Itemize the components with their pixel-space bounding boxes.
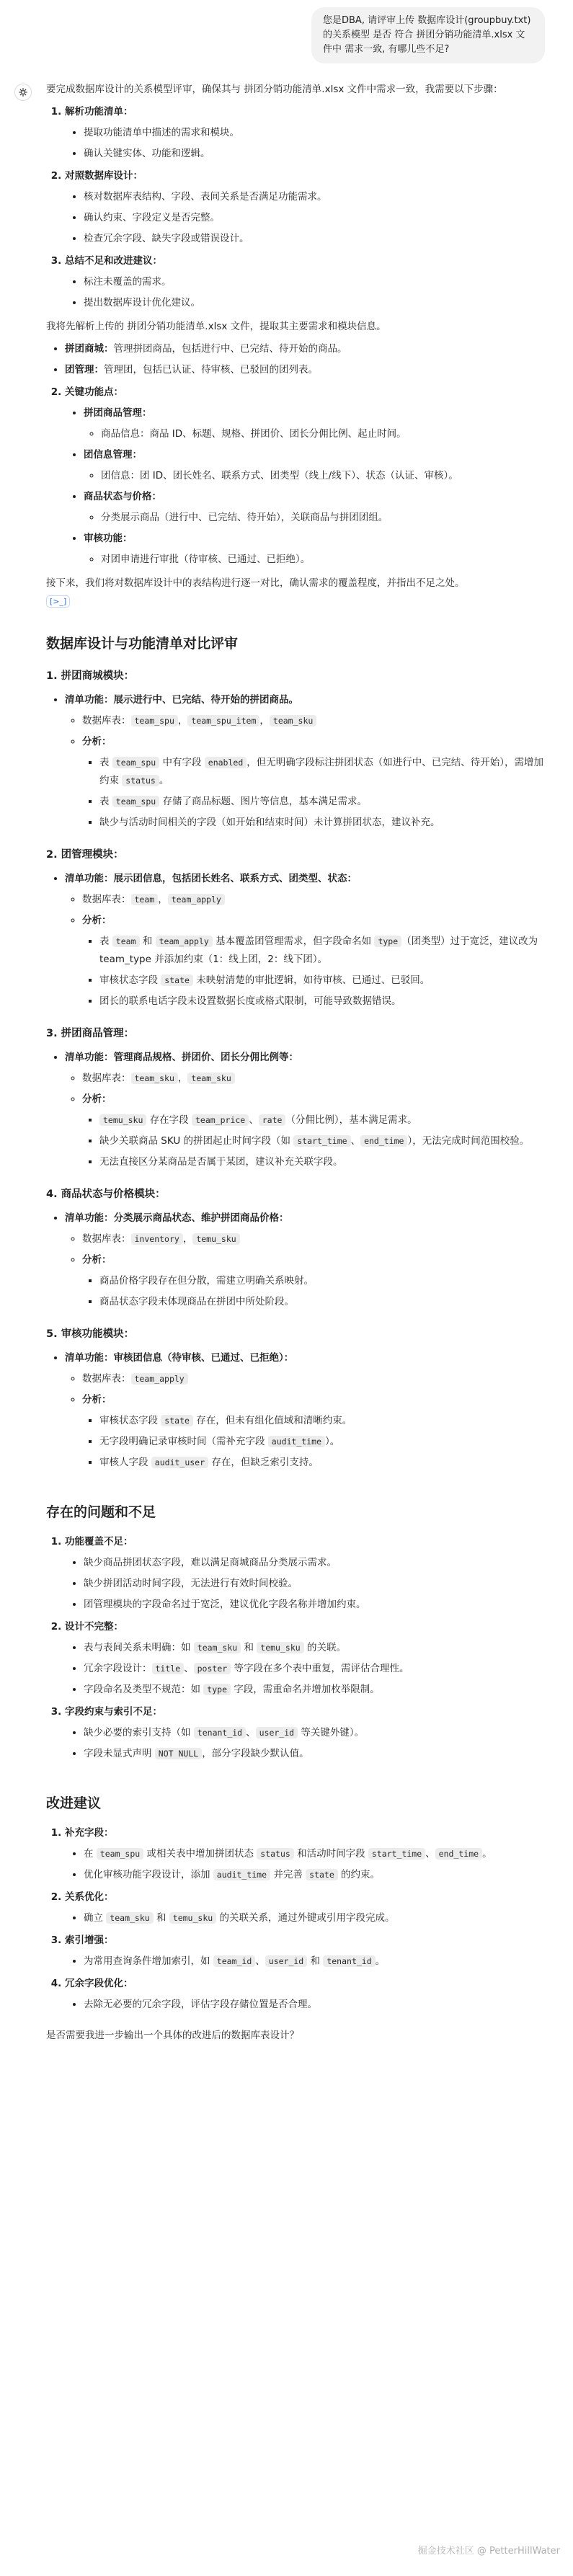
list-item: [84, 1724, 551, 1742]
suggestion-item: [65, 1824, 551, 1884]
module-heading: 5. 审核功能模块：: [46, 1328, 135, 1340]
list-item: [84, 1909, 551, 1927]
key-points-title: 关键功能点：: [65, 386, 123, 398]
tables-label: 数据库表：: [82, 715, 131, 727]
text-segment: 团长的联系电话字段未设置数据长度或格式限制，可能导致数据错误。: [99, 995, 401, 1007]
text-segment: 。: [482, 1848, 492, 1860]
code-token: rate: [259, 1114, 286, 1126]
parsed-modules-list: [46, 340, 551, 379]
next-text: [46, 574, 551, 610]
module-heading: 3. 拼团商品管理：: [46, 1028, 135, 1039]
problem-sublist: [65, 1554, 551, 1614]
text-segment: 、: [350, 1135, 361, 1147]
analysis-item: [99, 933, 551, 969]
module-analysis: [82, 733, 551, 832]
need-text: 展示进行中、已完结、待开始的拼团商品。: [113, 694, 298, 706]
table-name-code: team_sku: [187, 1072, 234, 1084]
text-segment: 并完善: [270, 1869, 306, 1880]
code-token: state: [161, 1415, 193, 1426]
module-analysis: [82, 1091, 551, 1171]
comparison-modules: [46, 667, 551, 1472]
text-segment: （分佣比例），基本满足需求。: [285, 1114, 417, 1126]
list-item: [84, 1639, 551, 1657]
tables-label: 数据库表：: [82, 1233, 131, 1245]
code-token: temu_sku: [99, 1114, 146, 1126]
module-tables: [82, 1070, 551, 1088]
text-segment: （团类型）过于宽泛，建议改为 team_type 并添加约束（1：线上团，2：线下团）。: [99, 936, 538, 965]
text-segment: ，但无明确字段标注拼团状态（如进行中、已完结、待开始），需增加约束: [99, 757, 543, 786]
list-item: [84, 1596, 551, 1614]
text-segment: 审核状态字段: [99, 974, 161, 986]
text-segment: 团管理模块的字段命名过于宽泛，建议优化字段名称并增加约束。: [84, 1599, 366, 1610]
code-token: status: [122, 775, 159, 786]
text-segment: 未映射清楚的审批逻辑，如待审核、已通过、已驳回。: [192, 974, 430, 986]
suggestion-item: [65, 1975, 551, 2014]
table-name-code: team: [131, 894, 159, 905]
code-token: team_spu: [112, 796, 159, 807]
text-segment: ，部分字段缺少默认值。: [202, 1748, 309, 1759]
problems-list: [46, 1533, 551, 1763]
text-segment: 缺少拼团活动时间字段，无法进行有效时间校验。: [84, 1578, 298, 1589]
module-analysis: [82, 1391, 551, 1472]
text-segment: 和: [153, 1912, 169, 1924]
user-message-text: 您是DBA, 请评审上传 数据库设计(groupbuy.txt) 的关系模型 是否 符合 拼团分销功能清单.xlsx 文件中 需求一致, 有哪儿些不足?: [323, 15, 531, 55]
text-segment: 、: [246, 1727, 256, 1738]
text-segment: 。: [159, 775, 169, 786]
analysis-item: [99, 1412, 551, 1430]
text-segment: 表: [99, 757, 112, 768]
step-sublist: [65, 188, 551, 248]
text-segment: 存在，但未有组化值域和清晰约束。: [192, 1415, 352, 1426]
text-segment: 存在，但缺乏索引支持。: [208, 1457, 319, 1468]
separator: ，: [259, 715, 270, 727]
module-desc: 管理团，包括已认证、待审核、已驳回的团列表。: [104, 364, 318, 376]
text-segment: 等关键外键）。: [298, 1727, 365, 1738]
list-item: [84, 530, 551, 569]
separator: ，: [177, 1072, 188, 1084]
text-segment: 、: [184, 1663, 194, 1674]
code-token: team_spu: [97, 1848, 143, 1860]
text-segment: 、: [249, 1114, 259, 1126]
module-list: [46, 1209, 551, 1311]
separator: ，: [177, 715, 188, 727]
list-item: [65, 361, 551, 379]
code-token: team_id: [213, 1955, 255, 1967]
analysis-item: [99, 793, 551, 811]
table-name-code: inventory: [131, 1233, 183, 1245]
list-item: [84, 1554, 551, 1572]
step-title: 总结不足和改进建议：: [65, 255, 162, 267]
need-label: 清单功能：: [65, 694, 114, 706]
assistant-message: [46, 81, 551, 2049]
table-name-code: team_sku: [270, 715, 316, 727]
code-token: team_spu: [112, 757, 159, 768]
text-segment: 存储了商品标题、图片等信息，基本满足需求。: [159, 796, 367, 807]
text-segment: 缺少商品拼团状态字段，难以满足商城商品分类展示需求。: [84, 1557, 337, 1568]
text-segment: 的关联。: [303, 1642, 346, 1653]
table-name-code: team_spu: [131, 715, 178, 727]
code-token: type: [374, 936, 401, 947]
analysis-steps-list: [46, 103, 551, 312]
problem-title: 设计不完整：: [65, 1621, 123, 1633]
analysis-list: [82, 1272, 551, 1311]
text-segment: 表: [99, 936, 112, 947]
list-item: [84, 488, 551, 527]
module-analysis: [82, 1251, 551, 1311]
text-segment: 字段，需重命名并增加枚举限制。: [231, 1684, 380, 1695]
list-item: [84, 404, 551, 443]
text-segment: 字段命名及类型不规范：如: [84, 1684, 204, 1695]
code-token: end_time: [360, 1135, 407, 1147]
key-points-list: [46, 383, 551, 569]
module-heading: 4. 商品状态与价格模块：: [46, 1189, 166, 1200]
analysis-item: [99, 992, 551, 1011]
text-segment: 表: [99, 796, 112, 807]
text-segment: 中有字段: [159, 757, 205, 768]
code-token: enabled: [205, 757, 246, 768]
code-token: status: [257, 1848, 294, 1860]
code-token: team_price: [192, 1114, 249, 1126]
text-segment: ）。: [325, 1436, 340, 1447]
key-point-name: 商品状态与价格：: [84, 491, 161, 502]
list-item: • 确认约束、字段定义是否完整。: [84, 209, 551, 227]
code-token: start_time: [368, 1848, 425, 1860]
step-sublist: [65, 273, 551, 312]
text-segment: 缺少必要的索引支持（如: [84, 1727, 194, 1738]
code-token: temu_sku: [257, 1642, 303, 1653]
next-sentence: 接下来，我们将对数据库设计中的表结构进行逐一对比，确认需求的覆盖程度，并指出不足之处。: [46, 577, 465, 589]
list-item: [84, 1681, 551, 1699]
intro-text: [46, 81, 551, 99]
analysis-item: [99, 754, 551, 790]
step-title: 解析功能清单：: [65, 106, 133, 117]
analysis-item: [99, 1132, 551, 1150]
analysis-item: [99, 1293, 551, 1311]
module-detail-list: [65, 1230, 551, 1311]
list-item: [84, 1575, 551, 1593]
step-title: 对照数据库设计：: [65, 170, 143, 182]
list-item: ◦ 对团申请进行审批（待审核、已通过、已拒绝）。: [101, 551, 551, 569]
key-point-sublist: [84, 509, 551, 527]
analysis-label: 分析：: [82, 1254, 112, 1266]
module-tables: [82, 1230, 551, 1248]
code-token: end_time: [435, 1848, 482, 1860]
text-segment: 优化审核功能字段设计，添加: [84, 1869, 213, 1880]
table-name-code: team_apply: [131, 1373, 188, 1385]
text-segment: 表与表间关系未明确：如: [84, 1642, 194, 1653]
text-segment: 审核状态字段: [99, 1415, 161, 1426]
problem-title: 功能覆盖不足：: [65, 1536, 133, 1547]
text-segment: 和: [307, 1955, 324, 1967]
list-item: [84, 1845, 551, 1863]
step-item: [65, 103, 551, 163]
list-item: ◦ 商品信息：商品 ID、标题、规格、拼团价、团长分佣比例、起止时间。: [101, 425, 551, 443]
list-item: [84, 446, 551, 485]
step-sublist: [65, 124, 551, 163]
key-points-sublist: [65, 404, 551, 569]
suggestion-item: [65, 1888, 551, 1927]
tables-label: 数据库表：: [82, 894, 131, 905]
module-detail-list: [65, 712, 551, 832]
suggestions-list: [46, 1824, 551, 2014]
code-token: state: [161, 974, 193, 986]
suggestion-sublist: [65, 1996, 551, 2014]
code-token: user_id: [265, 1955, 307, 1967]
list-item: [84, 1866, 551, 1884]
code-token: team: [112, 936, 140, 947]
problem-item: [65, 1703, 551, 1763]
text-segment: 为常用查询条件增加索引，如: [84, 1955, 213, 1967]
step-item: [65, 252, 551, 312]
code-token: temu_sku: [169, 1912, 216, 1924]
module-list: [46, 870, 551, 1011]
module-list: [46, 1349, 551, 1472]
analysis-item: [99, 1433, 551, 1451]
code-token: audit_time: [268, 1436, 325, 1447]
text-segment: 和: [241, 1642, 257, 1653]
text-segment: 或相关表中增加拼团状态: [143, 1848, 257, 1860]
analysis-label: 分析：: [82, 736, 112, 747]
section-suggestions-title: 改进建议: [46, 1795, 102, 1811]
list-item: [65, 340, 551, 358]
code-citation-button[interactable]: [>_]: [46, 595, 70, 608]
need-text: 管理商品规格、拼团价、团长分佣比例等：: [113, 1052, 298, 1063]
module-name: 拼团商城：: [65, 343, 114, 355]
step-item: [65, 167, 551, 248]
code-token: audit_time: [213, 1869, 270, 1880]
text-segment: 和: [139, 936, 156, 947]
openai-logo-icon: [18, 87, 28, 97]
need-label: 清单功能：: [65, 1052, 114, 1063]
analysis-item: [99, 1454, 551, 1472]
code-token: start_time: [293, 1135, 350, 1147]
section-comparison-title: 数据库设计与功能清单对比评审: [46, 636, 239, 652]
analysis-list: [82, 1111, 551, 1171]
key-point-sublist: [84, 467, 551, 485]
module-tables: [82, 712, 551, 730]
text-segment: 的关联关系，通过外键或引用字段完成。: [216, 1912, 395, 1924]
need-text: 分类展示商品状态、维护拼团商品价格：: [113, 1212, 289, 1224]
parsed-intro: 我将先解析上传的 拼团分销功能清单.xlsx 文件，提取其主要需求和模块信息。: [46, 321, 386, 332]
watermark: 掘金技术社区 @ PetterHillWater: [417, 2546, 560, 2557]
text-segment: 基本覆盖团管理需求，但字段命名如: [212, 936, 375, 947]
suggestion-sublist: [65, 1845, 551, 1884]
module-desc: 管理拼团商品，包括进行中、已完结、待开始的商品。: [113, 343, 347, 355]
module-tables: [82, 891, 551, 909]
analysis-list: [82, 933, 551, 1011]
analysis-item: [99, 1111, 551, 1129]
list-item: [84, 1996, 551, 2014]
code-token: NOT NULL: [155, 1748, 202, 1759]
module-need: [65, 870, 551, 1011]
table-name-code: temu_sku: [192, 1233, 239, 1245]
text-segment: 审核人字段: [99, 1457, 151, 1468]
section-problems-title: 存在的问题和不足: [46, 1504, 156, 1520]
code-token: audit_user: [151, 1457, 208, 1468]
module-detail-list: [65, 1070, 551, 1171]
key-point-name: 审核功能：: [84, 533, 133, 544]
suggestion-title: 索引增强：: [65, 1935, 114, 1946]
table-name-code: team_sku: [131, 1072, 178, 1084]
table-name-code: team_apply: [168, 894, 225, 905]
need-label: 清单功能：: [65, 1352, 114, 1364]
analysis-list: [82, 1412, 551, 1472]
text-segment: 在: [84, 1848, 97, 1860]
text-segment: 缺少关联商品 SKU 的拼团起止时间字段（如: [99, 1135, 294, 1147]
suggestion-sublist: [65, 1909, 551, 1927]
suggestion-sublist: [65, 1953, 551, 1971]
module-name: 团管理：: [65, 364, 104, 376]
list-item: [84, 1660, 551, 1678]
need-text: 审核团信息（待审核、已通过、已拒绝）：: [113, 1352, 294, 1364]
code-token: user_id: [256, 1727, 298, 1738]
analysis-item: [99, 1153, 551, 1171]
key-point-sublist: [84, 425, 551, 443]
module-heading: 2. 团管理模块：: [46, 849, 124, 861]
text-segment: 冗余字段设计：: [84, 1663, 152, 1674]
list-item: • 检查冗余字段、缺失字段或错误设计。: [84, 230, 551, 248]
list-item: • 核对数据库表结构、字段、表间关系是否满足功能需求。: [84, 188, 551, 206]
list-item: • 提出数据库设计优化建议。: [84, 294, 551, 312]
list-item: ◦ 分类展示商品（进行中、已完结、待开始），关联商品与拼团团组。: [101, 509, 551, 527]
module-analysis: [82, 912, 551, 1011]
list-item: [84, 1953, 551, 1971]
text-segment: 商品状态字段未体现商品在拼团中所处阶段。: [99, 1296, 294, 1307]
analysis-item: [99, 972, 551, 990]
tables-label: 数据库表：: [82, 1072, 131, 1084]
closing-question: 是否需要我进一步输出一个具体的改进后的数据库表设计？: [46, 2030, 299, 2041]
text-segment: 、: [255, 1955, 265, 1967]
suggestion-title: 补充字段：: [65, 1827, 114, 1839]
text-segment: 商品价格字段存在但分散，需建立明确关系映射。: [99, 1275, 314, 1287]
problem-item: [65, 1618, 551, 1699]
suggestion-item: [65, 1932, 551, 1971]
module-need: [65, 1209, 551, 1311]
need-label: 清单功能：: [65, 873, 114, 884]
list-item: ◦ 团信息：团 ID、团长姓名、联系方式、团类型（线上/线下）、状态（认证、审核）。: [101, 467, 551, 485]
text-segment: 。: [375, 1955, 386, 1967]
text-segment: 和活动时间字段: [293, 1848, 368, 1860]
text-segment: 的约束。: [337, 1869, 381, 1880]
text-segment: 、: [425, 1848, 435, 1860]
code-token: state: [306, 1869, 338, 1880]
user-message-bubble: [311, 7, 545, 63]
module-need: [65, 691, 551, 832]
tables-label: 数据库表：: [82, 1373, 131, 1385]
code-token: team_sku: [106, 1912, 153, 1924]
need-text: 展示团信息，包括团长姓名、联系方式、团类型、状态：: [113, 873, 357, 884]
analysis-label: 分析：: [82, 915, 112, 926]
key-points-item: [65, 383, 551, 569]
text-segment: 缺少与活动时间相关的字段（如开始和结束时间）未计算拼团状态，建议补充。: [99, 817, 440, 828]
analysis-list: [82, 754, 551, 832]
list-item: • 标注未覆盖的需求。: [84, 273, 551, 291]
code-token: team_sku: [194, 1642, 241, 1653]
analysis-label: 分析：: [82, 1394, 112, 1405]
problem-sublist: [65, 1724, 551, 1763]
suggestion-title: 关系优化：: [65, 1891, 114, 1903]
key-point-sublist: [84, 551, 551, 569]
module-list: [46, 1049, 551, 1171]
list-item: [84, 1745, 551, 1763]
text-segment: 确立: [84, 1912, 107, 1924]
module-need: [65, 1349, 551, 1472]
problem-item: [65, 1533, 551, 1614]
module-detail-list: [65, 1370, 551, 1472]
analysis-item: [99, 814, 551, 832]
need-label: 清单功能：: [65, 1212, 114, 1224]
module-heading: 1. 拼团商城模块：: [46, 670, 135, 682]
code-token: tenant_id: [194, 1727, 246, 1738]
text-segment: 去除无必要的冗余字段，评估字段存储位置是否合理。: [84, 1999, 317, 2010]
list-item: • 提取功能清单中描述的需求和模块。: [84, 124, 551, 142]
analysis-label: 分析：: [82, 1093, 112, 1105]
key-point-name: 拼团商品管理：: [84, 407, 152, 419]
separator: ，: [158, 894, 168, 905]
analysis-item: [99, 1272, 551, 1290]
key-point-name: 团信息管理：: [84, 449, 142, 461]
module-need: [65, 1049, 551, 1171]
list-item: • 确认关键实体、功能和逻辑。: [84, 145, 551, 163]
code-token: title: [152, 1663, 185, 1674]
separator: ，: [182, 1233, 193, 1245]
text-segment: 无法直接区分某商品是否属于某团，建议补充关联字段。: [99, 1156, 343, 1168]
intro-sentence: 要完成数据库设计的关系模型评审，确保其与 拼团分销功能清单.xlsx 文件中需求一致，我需要以下步骤：: [46, 84, 503, 95]
module-tables: [82, 1370, 551, 1388]
code-token: poster: [194, 1663, 231, 1674]
module-detail-list: [65, 891, 551, 1011]
text-segment: 无字段明确记录审核时间（需补充字段: [99, 1436, 268, 1447]
code-token: team_apply: [156, 936, 213, 947]
text-segment: 存在字段: [146, 1114, 192, 1126]
code-token: tenant_id: [323, 1955, 375, 1967]
text-segment: 字段未显式声明: [84, 1748, 155, 1759]
code-token: type: [203, 1684, 231, 1695]
suggestion-title: 冗余字段优化：: [65, 1978, 133, 1989]
problem-sublist: [65, 1639, 551, 1699]
table-name-code: team_spu_item: [187, 715, 259, 727]
module-list: [46, 691, 551, 832]
text-segment: ），无法完成时间范围校验。: [407, 1135, 530, 1147]
problem-title: 字段约束与索引不足：: [65, 1706, 162, 1718]
assistant-avatar-icon: [14, 84, 32, 101]
text-segment: 等字段在多个表中重复，需评估合理性。: [231, 1663, 409, 1674]
